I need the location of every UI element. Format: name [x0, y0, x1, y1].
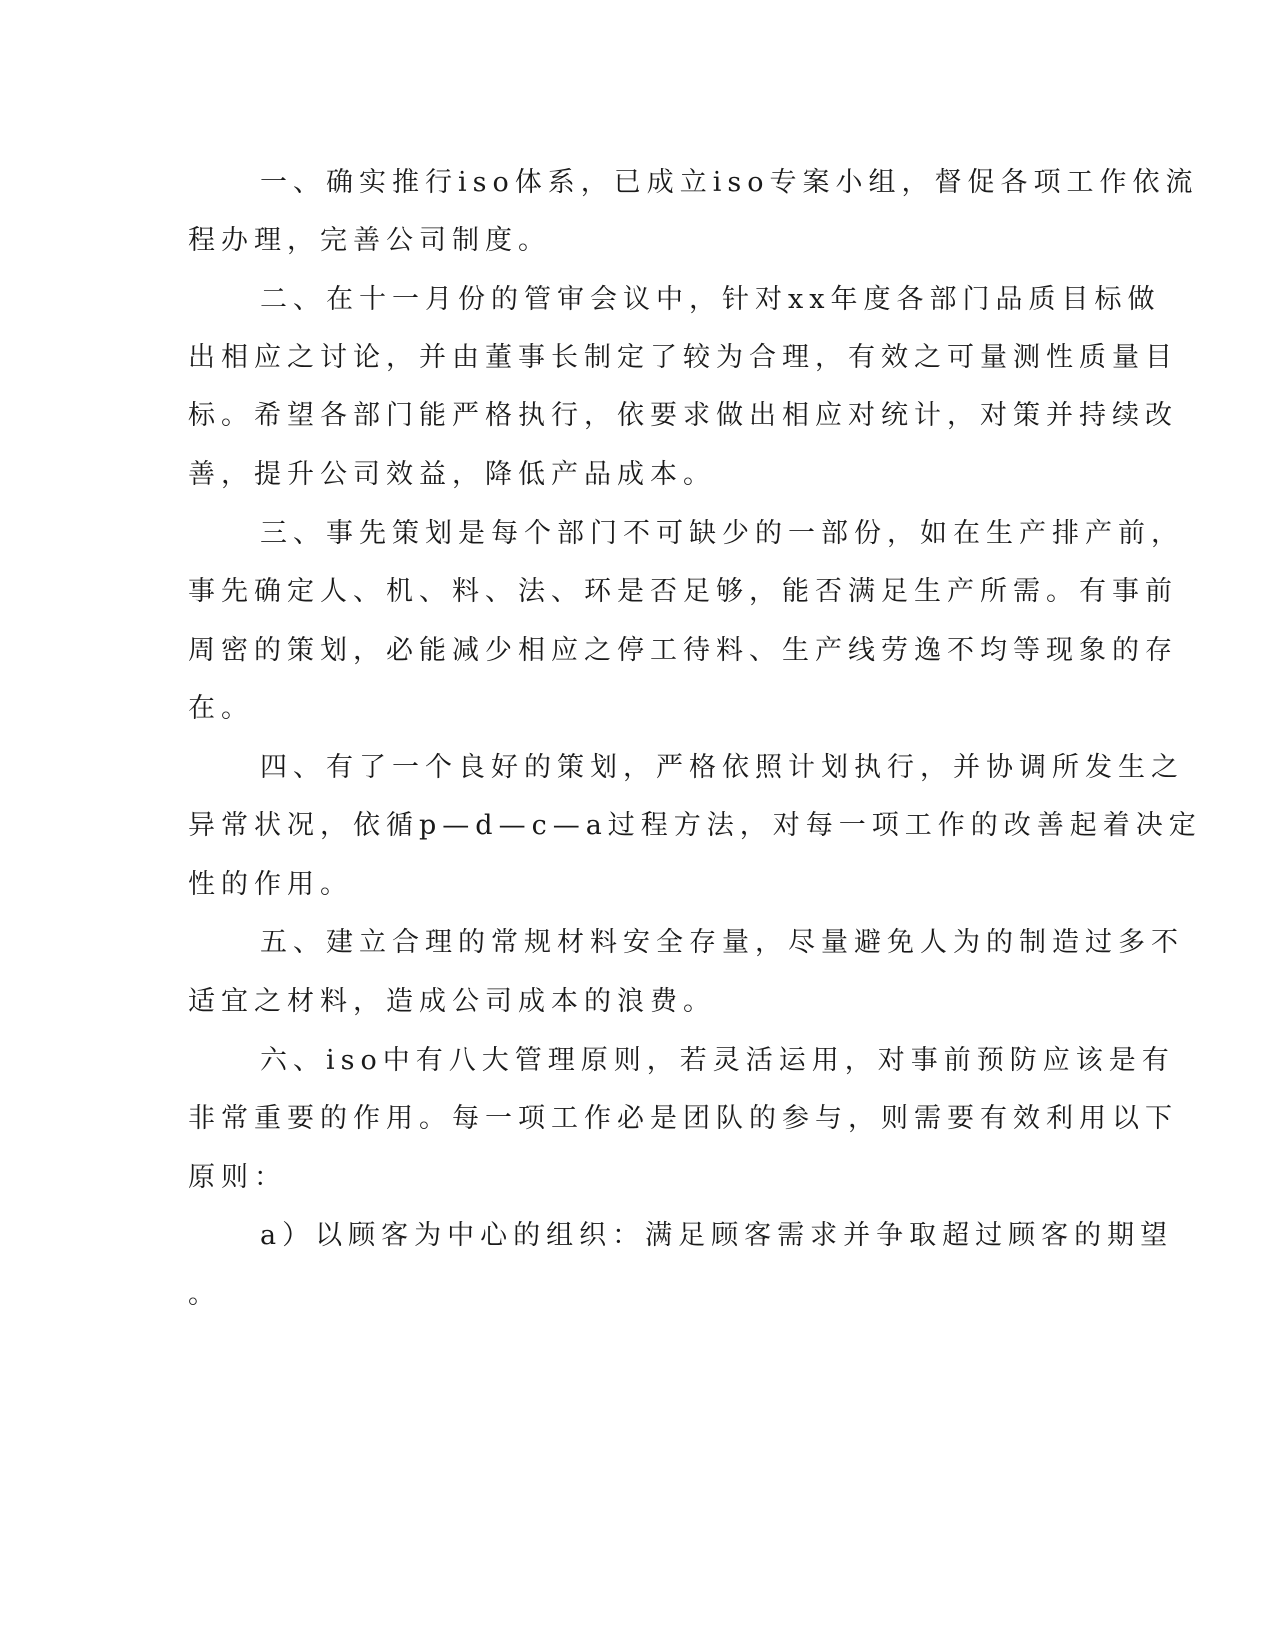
paragraph-3-line-3: 周密的策划，必能减少相应之停工待料、生产线劳逸不均等现象的存 [188, 635, 1178, 666]
paragraph-5-line-1: 五、建立合理的常规材料安全存量，尽量避免人为的制造过多不 [260, 927, 1184, 958]
paragraph-2-line-4: 善，提升公司效益，降低产品成本。 [188, 459, 716, 490]
paragraph-1-line-2: 程办理，完善公司制度。 [188, 225, 551, 256]
paragraph-5-line-2: 适宜之材料，造成公司成本的浪费。 [188, 986, 716, 1017]
paragraph-1-line-1: 一、确实推行iso体系，已成立iso专案小组，督促各项工作依流 [260, 167, 1199, 198]
paragraph-6-line-1: 六、iso中有八大管理原则，若灵活运用，对事前预防应该是有 [260, 1045, 1175, 1076]
paragraph-2-line-1: 二、在十一月份的管审会议中，针对xx年度各部门品质目标做 [260, 284, 1161, 315]
paragraph-4-line-1: 四、有了一个良好的策划，严格依照计划执行，并协调所发生之 [260, 752, 1184, 783]
paragraph-4-line-2: 异常状况，依循p—d—c—a过程方法，对每一项工作的改善起着决定 [188, 810, 1202, 841]
paragraph-2-line-2: 出相应之讨论，并由董事长制定了较为合理，有效之可量测性质量目 [188, 342, 1178, 373]
paragraph-2-line-3: 标。希望各部门能严格执行，依要求做出相应对统计，对策并持续改 [188, 400, 1178, 431]
paragraph-3-line-4: 在。 [188, 693, 254, 724]
paragraph-6-line-2: 非常重要的作用。每一项工作必是团队的参与，则需要有效利用以下 [188, 1103, 1178, 1134]
paragraph-4-line-3: 性的作用。 [188, 869, 353, 900]
list-item-a-line-1: a）以顾客为中心的组织：满足顾客需求并争取超过顾客的期望 [260, 1220, 1174, 1251]
list-item-a-line-2: 。 [188, 1279, 221, 1310]
paragraph-3-line-1: 三、事先策划是每个部门不可缺少的一部份，如在生产排产前， [260, 518, 1184, 549]
paragraph-6-line-3: 原则： [188, 1162, 287, 1193]
paragraph-3-line-2: 事先确定人、机、料、法、环是否足够，能否满足生产所需。有事前 [188, 576, 1178, 607]
